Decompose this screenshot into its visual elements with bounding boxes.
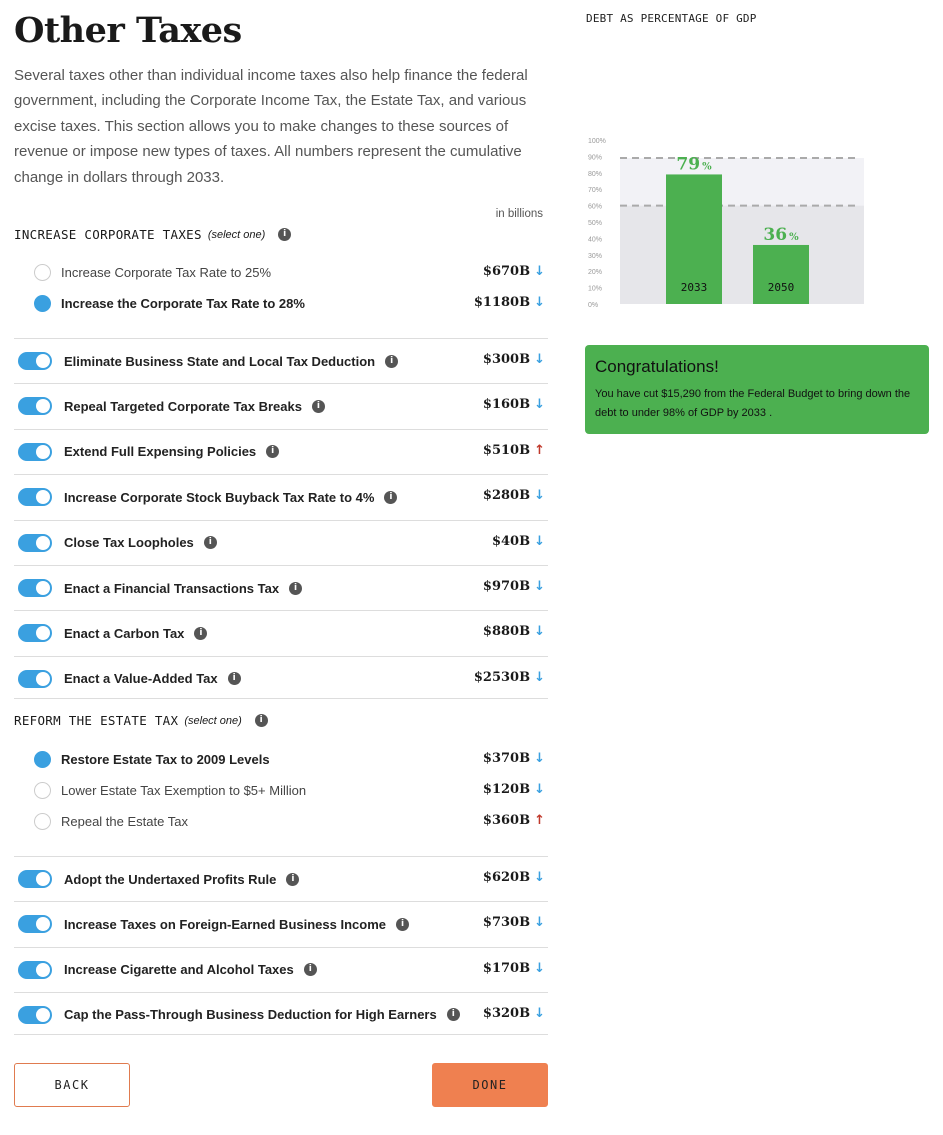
amount-text: $120B xyxy=(482,782,531,797)
arrow-down-icon: ↓ xyxy=(534,579,545,594)
info-icon[interactable]: i xyxy=(255,714,268,727)
bar-value-label: 79 % xyxy=(676,154,712,175)
info-icon[interactable]: i xyxy=(304,963,317,976)
band-upper xyxy=(620,158,864,206)
back-button[interactable]: BACK xyxy=(14,1063,130,1107)
radio-button[interactable] xyxy=(34,813,51,830)
amount-text: $620B xyxy=(482,870,531,885)
toggle-row xyxy=(14,474,548,519)
amount-value xyxy=(483,579,545,594)
arrow-down-icon: ↓ xyxy=(534,870,545,885)
arrow-up-icon: ↑ xyxy=(534,442,545,458)
divider xyxy=(14,1034,548,1035)
amount-value xyxy=(483,961,545,976)
arrow-down-icon: ↓ xyxy=(534,782,545,797)
arrow-down-icon: ↓ xyxy=(534,397,545,413)
toggle-label: Extend Full Expensing Policies xyxy=(64,444,257,460)
amount-value xyxy=(483,264,545,279)
amount-value xyxy=(483,751,545,766)
amount-text: $300B xyxy=(482,352,531,367)
arrow-down-icon: ↓ xyxy=(534,352,545,367)
info-icon[interactable]: i xyxy=(447,1008,460,1021)
y-tick-label: 30% xyxy=(588,252,603,260)
arrow-down-icon: ↓ xyxy=(534,533,545,549)
congrats-message: You have cut $15,290 from the Federal Budget to bring down the debt to under 98% of GDP by 2033 . xyxy=(595,388,911,419)
amount-text: $510B xyxy=(482,442,531,458)
arrow-down-icon: ↓ xyxy=(534,295,545,310)
option-label: Increase the Corporate Tax Rate to 28% xyxy=(61,295,305,311)
amount-value xyxy=(483,488,545,503)
toggle-row xyxy=(14,992,548,1037)
amount-value xyxy=(483,397,545,412)
band-lower xyxy=(620,206,864,304)
toggle-row xyxy=(14,565,548,610)
toggle-label: Close Tax Loopholes xyxy=(64,535,194,551)
amount-text: $170B xyxy=(482,960,531,976)
amount-value xyxy=(483,915,545,930)
toggle-switch[interactable] xyxy=(18,352,52,370)
amount-text: $2530B xyxy=(473,669,531,685)
toggle-label: Increase Corporate Stock Buyback Tax Rate to 4% xyxy=(64,489,375,505)
toggle-label: Enact a Carbon Tax xyxy=(64,625,185,641)
y-tick-label: 40% xyxy=(588,236,603,244)
y-tick-label: 10% xyxy=(588,285,603,293)
amount-text: $160B xyxy=(482,397,531,413)
toggle-row xyxy=(14,947,548,992)
estate-select-note: (select one) xyxy=(184,714,242,727)
arrow-down-icon: ↓ xyxy=(534,669,545,685)
arrow-down-icon: ↓ xyxy=(534,751,545,766)
radio-button[interactable] xyxy=(34,264,51,281)
option-label: Increase Corporate Tax Rate to 25% xyxy=(61,264,272,280)
amount-value xyxy=(483,443,545,458)
toggle-row xyxy=(14,383,548,428)
toggle-label: Eliminate Business State and Local Tax Deduction xyxy=(64,353,376,369)
toggle-label: Enact a Value-Added Tax xyxy=(64,671,218,687)
bar-value-label: 36 % xyxy=(763,224,799,245)
toggle-row xyxy=(14,338,548,383)
corporate-heading-label: INCREASE CORPORATE TAXES xyxy=(14,227,202,242)
arrow-down-icon: ↓ xyxy=(534,624,545,640)
toggle-row xyxy=(14,610,548,655)
y-tick-label: 60% xyxy=(588,203,603,211)
amount-text: $670B xyxy=(482,264,531,279)
amount-value xyxy=(483,870,545,885)
amount-text: $280B xyxy=(482,488,531,504)
page-title: Other Taxes xyxy=(14,10,242,51)
estate-heading xyxy=(14,713,268,728)
toggle-switch[interactable] xyxy=(18,624,52,642)
toggle-switch[interactable] xyxy=(18,1006,52,1024)
amount-text: $370B xyxy=(482,751,531,766)
corporate-select-note: (select one) xyxy=(207,228,266,241)
toggle-switch[interactable] xyxy=(18,915,52,933)
intro-text: Several taxes other than individual income taxes also help finance the federal government, including the Corporate Income Tax, the Estate Tax, and various excise taxes. This section allows you to make changes to these sources of revenue or impose new types of taxes. All numbers represent the cumulative change in dollars through 2033. xyxy=(14,67,528,186)
amount-text: $730B xyxy=(482,915,531,931)
toggle-row xyxy=(14,429,548,474)
toggle-row xyxy=(14,901,548,946)
arrow-down-icon: ↓ xyxy=(534,960,545,976)
radio-option[interactable] xyxy=(34,810,548,832)
toggle-switch[interactable] xyxy=(18,579,52,597)
radio-button[interactable] xyxy=(34,751,51,768)
bar xyxy=(753,245,809,304)
estate-heading-label: REFORM THE ESTATE TAX xyxy=(14,713,179,728)
toggle-label: Enact a Financial Transactions Tax xyxy=(64,580,280,596)
info-icon[interactable]: i xyxy=(385,355,398,368)
done-button[interactable]: DONE xyxy=(432,1063,548,1107)
option-label: Repeal the Estate Tax xyxy=(61,813,188,829)
info-icon[interactable]: i xyxy=(396,918,409,931)
radio-option[interactable] xyxy=(34,261,548,283)
toggle-switch[interactable] xyxy=(18,443,52,461)
y-tick-label: 80% xyxy=(588,170,603,178)
toggle-label: Cap the Pass-Through Business Deduction for High Earners xyxy=(64,1007,437,1023)
toggle-row xyxy=(14,856,548,901)
info-icon[interactable]: i xyxy=(384,491,397,504)
amount-text: $880B xyxy=(482,624,531,640)
y-tick-label: 0% xyxy=(588,302,599,309)
radio-option[interactable] xyxy=(34,748,548,770)
info-icon[interactable]: i xyxy=(312,400,325,413)
divider xyxy=(14,698,548,699)
amount-value xyxy=(483,813,545,828)
info-icon[interactable]: i xyxy=(289,582,302,595)
toggle-row xyxy=(14,656,548,701)
debt-chart xyxy=(586,134,864,310)
toggle-label: Increase Taxes on Foreign-Earned Business Income xyxy=(64,916,386,932)
info-icon[interactable]: i xyxy=(286,873,299,886)
toggle-switch[interactable] xyxy=(18,870,52,888)
toggle-switch[interactable] xyxy=(18,488,52,506)
units-note: in billions xyxy=(495,208,543,220)
congratulations-panel xyxy=(585,345,929,434)
arrow-down-icon: ↓ xyxy=(534,488,545,504)
radio-option[interactable] xyxy=(34,779,548,801)
arrow-down-icon: ↓ xyxy=(534,264,545,279)
toggle-label: Increase Cigarette and Alcohol Taxes xyxy=(64,962,294,978)
bar-category-label: 2033 xyxy=(680,281,708,294)
radio-button[interactable] xyxy=(34,782,51,799)
amount-value xyxy=(483,782,545,797)
y-tick-label: 20% xyxy=(588,269,603,277)
arrow-down-icon: ↓ xyxy=(534,915,545,931)
info-icon[interactable]: i xyxy=(204,536,217,549)
amount-text: $360B xyxy=(482,813,531,828)
radio-button[interactable] xyxy=(34,295,51,312)
amount-value xyxy=(474,295,545,310)
toggle-label: Adopt the Undertaxed Profits Rule xyxy=(64,871,277,887)
y-tick-label: 70% xyxy=(588,187,603,195)
arrow-up-icon: ↑ xyxy=(534,813,545,828)
info-icon[interactable]: i xyxy=(266,445,279,458)
amount-value xyxy=(474,670,545,685)
y-tick-label: 100% xyxy=(588,138,606,145)
toggle-row xyxy=(14,520,548,565)
arrow-down-icon: ↓ xyxy=(534,1005,545,1021)
option-label: Lower Estate Tax Exemption to $5+ Million xyxy=(61,782,307,798)
bar-category-label: 2050 xyxy=(767,281,795,294)
toggle-switch[interactable] xyxy=(18,670,52,688)
radio-option[interactable] xyxy=(34,292,548,314)
toggle-label: Repeal Targeted Corporate Tax Breaks xyxy=(64,398,302,414)
chart-title: DEBT AS PERCENTAGE OF GDP xyxy=(586,12,757,25)
toggle-switch[interactable] xyxy=(18,961,52,979)
amount-value xyxy=(483,624,545,639)
amount-text: $1180B xyxy=(473,295,531,310)
toggle-switch[interactable] xyxy=(18,534,52,552)
y-tick-label: 90% xyxy=(588,154,603,162)
info-icon[interactable]: i xyxy=(278,228,291,241)
info-icon[interactable]: i xyxy=(194,627,207,640)
corporate-heading xyxy=(14,227,291,242)
amount-value xyxy=(492,534,545,549)
toggle-switch[interactable] xyxy=(18,397,52,415)
y-tick-label: 50% xyxy=(588,220,603,227)
amount-text: $970B xyxy=(482,579,531,594)
option-label: Restore Estate Tax to 2009 Levels xyxy=(61,751,270,767)
amount-text: $40B xyxy=(491,533,531,549)
amount-value xyxy=(483,1006,545,1021)
amount-value xyxy=(483,352,545,367)
amount-text: $320B xyxy=(482,1005,531,1021)
info-icon[interactable]: i xyxy=(228,672,241,685)
congrats-heading: Congratulations! xyxy=(595,357,719,376)
